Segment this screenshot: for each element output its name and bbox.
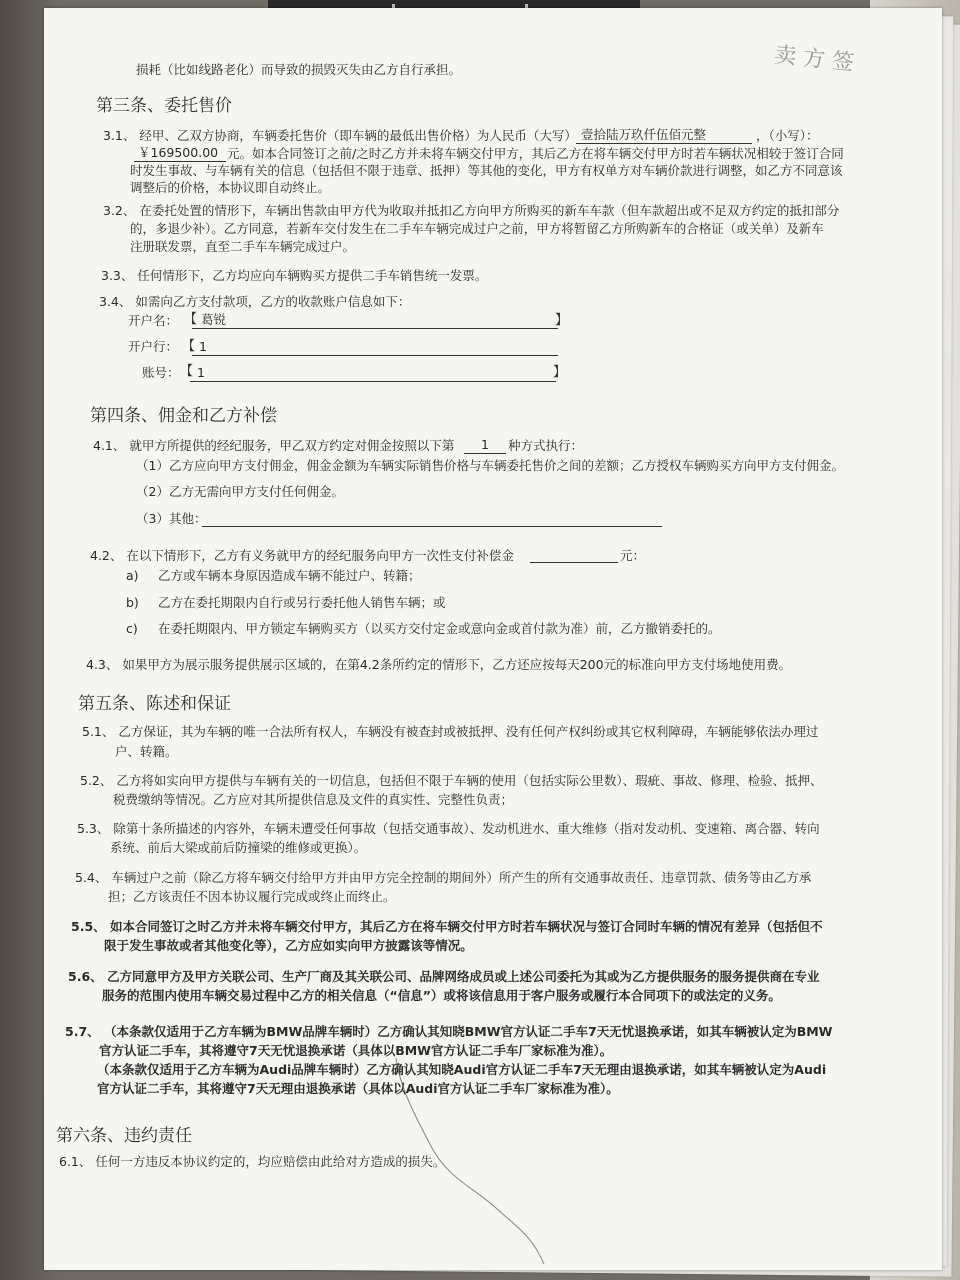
clause-4-1-text: 4.1、 就甲方所提供的经纪服务，甲乙双方约定对佣金按照以下第	[93, 438, 455, 453]
clause-4-1-text-end: 种方式执行：	[508, 438, 584, 453]
clause-5-3-line2: 系统、前后大梁或前后防撞梁的维修或更换）。	[110, 840, 367, 855]
section-5-title: 第五条、陈述和保证	[78, 694, 231, 714]
clause-5-1-line2: 户、转籍。	[115, 744, 178, 759]
section-6-title: 第六条、违约责任	[56, 1126, 192, 1146]
item-a-text: 乙方或车辆本身原因造成车辆不能过户、转籍；	[158, 568, 421, 583]
clause-3-1-line4: 调整后的价格，本协议即自动终止。	[130, 180, 331, 195]
clause-6-1: 6.1、 任何一方违反本协议约定的，均应赔偿由此给对方造成的损失。	[59, 1154, 446, 1169]
clause-3-1-line3: 时发生事故、与车辆有关的信息（包括但不限于违章、抵押）等其他的变化，甲方有权单方对车辆价款进行调整，如乙方不同意该	[130, 163, 843, 178]
clause-5-2-line2: 税费缴纳等情况。乙方应对其所提供信息及文件的真实性、完整性负责；	[113, 792, 514, 807]
clause-5-2-line1: 5.2、 乙方将如实向甲方提供与车辆有关的一切信息，包括但不限于车辆的使用（包括实际公里数）、瑕疵、事故、修理、检验、抵押、	[80, 773, 823, 788]
bracket-close-3: 】	[553, 365, 567, 380]
account-name: 葛锐	[201, 312, 227, 327]
clause-5-4-line2: 担；乙方该责任不因本协议履行完成或终止而终止。	[108, 889, 396, 904]
clause-5-1-line1: 5.1、 乙方保证，其为车辆的唯一合法所有权人，车辆没有被查封或被抵押、没有任何产权纠纷或其它权利障碍，车辆能够依法办理过	[82, 724, 819, 739]
account-bank: 1	[199, 339, 207, 354]
clause-5-5-line2: 限于发生事故或者其他变化等），乙方应如实向甲方披露该等情况。	[104, 938, 473, 953]
handwritten-scribble: 卖 方 签	[772, 42, 856, 77]
account-name-label: 开户名：	[128, 313, 179, 328]
bracket-open-1: 【	[184, 312, 198, 327]
price-amount: ￥169500.00	[138, 145, 219, 160]
item-b-text: 乙方在委托期限内自行或另行委托他人销售车辆；或	[158, 595, 446, 610]
bracket-open-3: 【	[180, 364, 194, 379]
clause-4-2: 4.2、 在以下情形下，乙方有义务就甲方的经纪服务向甲方一次性支付补偿金	[90, 548, 514, 563]
clause-5-6-line2: 服务的范围内使用车辆交易过程中乙方的相关信息（“信息”）或将该信息用于客户服务或履行本合同项下的或法定的义务。	[102, 988, 781, 1003]
clause-5-7-line3: （本条款仅适用于乙方车辆为Audi品牌车辆时）乙方确认其知晓Audi官方认证二手车7天无理由退换承诺，如其车辆被认定为Audi	[97, 1062, 827, 1077]
clause-3-2-line3: 注册联发票，直至二手车车辆完成过户。	[130, 239, 356, 254]
clause-5-3-line1: 5.3、 除第十条所描述的内容外，车辆未遭受任何事故（包括交通事故）、发动机进水、重大维修（指对发动机、变速箱、离合器、转向	[77, 821, 820, 836]
paper-crease-line	[44, 8, 942, 1270]
section-4-title: 第四条、佣金和乙方补偿	[90, 406, 277, 426]
clause-3-2-line2: 的，多退少补）。乙方同意，若新车交付发生在二手车车辆完成过户之前，甲方将暂留乙方所购新车的合格证（或关单）及新车	[130, 221, 824, 236]
item-b-label: b)	[126, 595, 139, 610]
clause-4-3: 4.3、 如果甲方为展示服务提供展示区域的，在第4.2条所约定的情形下，乙方还应按每天200元的标准向甲方支付场地使用费。	[86, 657, 792, 672]
commission-option-2: （2）乙方无需向甲方支付任何佣金。	[136, 484, 344, 499]
item-c-label: c)	[126, 621, 138, 636]
section-3-title: 第三条、委托售价	[96, 96, 232, 116]
clause-3-4: 3.4、 如需向乙方支付款项，乙方的收款账户信息如下：	[99, 294, 411, 309]
clause-5-7-line2: 官方认证二手车，其将遵守7天无忧退换承诺（具体以BMW官方认证二手车厂家标准为准）。	[99, 1043, 613, 1058]
clause-3-1-line1: 3.1、 经甲、乙双方协商，车辆委托售价（即车辆的最低出售价格）为人民币（大写）	[103, 128, 577, 143]
clause-5-7-line1: 5.7、 （本条款仅适用于乙方车辆为BMW品牌车辆时）乙方确认其知晓BMW官方认证二手车7天无忧退换承诺，如其车辆被认定为BMW	[65, 1024, 833, 1039]
account-no-label: 账号：	[142, 365, 180, 380]
account-no: 1	[197, 365, 205, 380]
clause-5-5-line1: 5.5、 如本合同签订之时乙方并未将车辆交付甲方，其后乙方在将车辆交付甲方时若车辆状况与签订合同时车辆的情况有差异（包括但不	[71, 919, 823, 934]
clause-4-2-end: 元：	[620, 548, 646, 563]
contract-page	[44, 8, 942, 1270]
account-bank-label: 开户行：	[128, 339, 179, 354]
item-c-text: 在委托期限内、甲方锁定车辆购买方（以买方交付定金或意向金或首付款为准）前，乙方撤销委托的。	[158, 621, 721, 636]
clause-3-2-line1: 3.2、 在委托处置的情形下，车辆出售款由甲方代为收取并抵扣乙方向甲方所购买的新车车款（但车款超出或不足双方约定的抵扣部分	[103, 203, 840, 218]
clause-3-3: 3.3、 任何情形下，乙方均应向车辆购买方提供二手车销售统一发票。	[101, 268, 488, 283]
top-line: 损耗（比如线路老化）而导致的损毁灭失由乙方自行承担。	[136, 62, 462, 77]
clause-5-6-line1: 5.6、 乙方同意甲方及甲方关联公司、生产厂商及其关联公司、品牌网络成员或上述公司委托为其或为乙方提供服务的服务提供商在专业	[68, 969, 820, 984]
item-a-label: a)	[126, 568, 139, 583]
price-uppercase: 壹拾陆万玖仟伍佰元整	[581, 127, 707, 142]
commission-option-1: （1）乙方应向甲方支付佣金，佣金金额为车辆实际销售价格与车辆委托售价之间的差额；乙方授权车辆购买方向甲方支付佣金。	[136, 458, 844, 473]
clause-3-1-small-label: ，（小写）：	[756, 128, 819, 143]
commission-option-3: （3）其他：	[136, 511, 207, 526]
commission-option-choice: 1	[481, 437, 489, 452]
bracket-open-2: 【	[182, 339, 196, 354]
bracket-close-1: 】	[555, 313, 569, 328]
clause-5-7-line4: 官方认证二手车，其将遵守7天无理由退换承诺（具体以Audi官方认证二手车厂家标准为准）。	[97, 1081, 619, 1096]
clause-5-4-line1: 5.4、 车辆过户之前（除乙方将车辆交付给甲方并由甲方完全控制的期间外）所产生的所有交通事故责任、违章罚款、债务等由乙方承	[75, 870, 812, 885]
clause-3-1-line2: 元。如本合同签订之前/之时乙方并未将车辆交付甲方，其后乙方在将车辆交付甲方时若车辆状况相较于签订合同	[227, 146, 844, 161]
